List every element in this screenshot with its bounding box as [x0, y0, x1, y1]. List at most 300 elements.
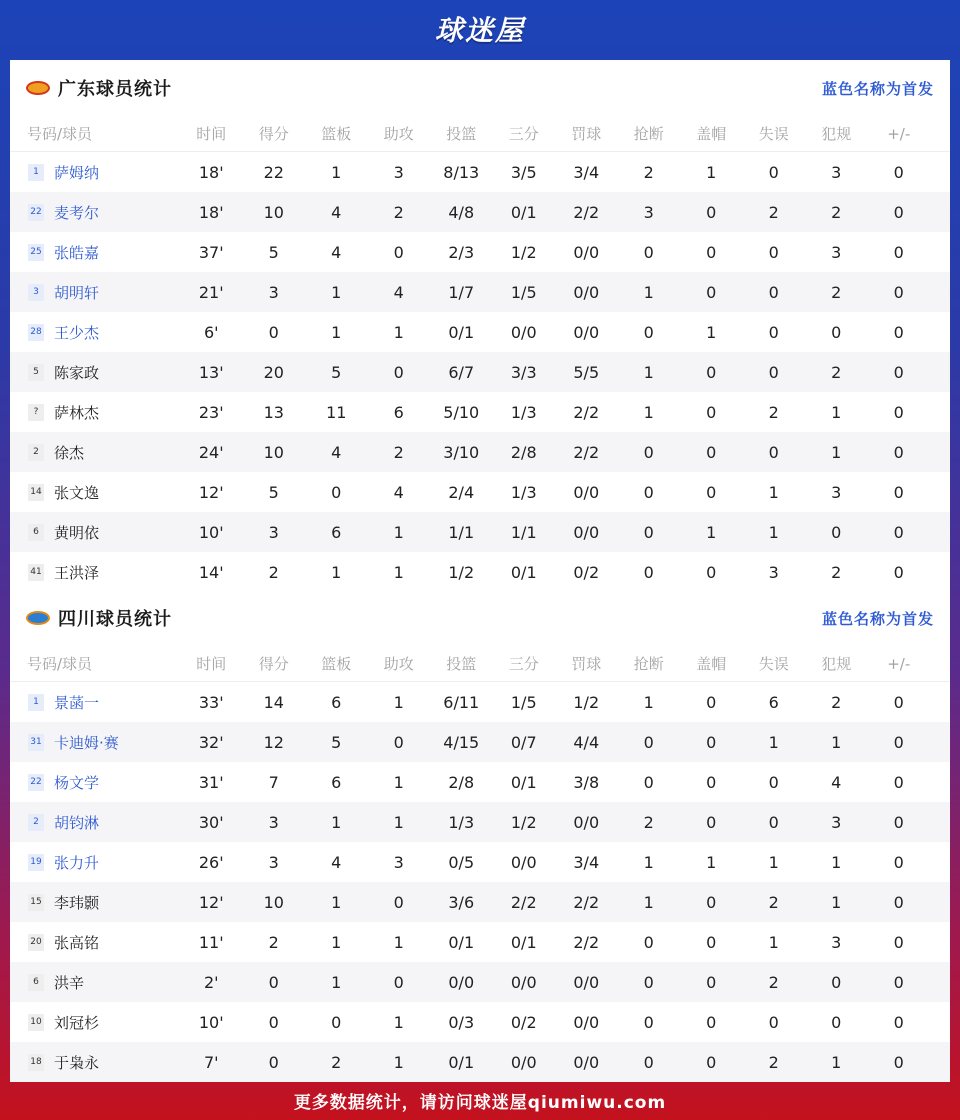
- stat-cell: 3/4: [573, 162, 600, 182]
- stats-table: [10, 646, 950, 1082]
- player-name-link[interactable]: 萨姆纳: [54, 163, 100, 182]
- stat-cell: 1/2: [448, 562, 475, 582]
- stat-cell: 33': [198, 692, 224, 712]
- player-cell: [10, 732, 180, 753]
- stat-cell: 0: [768, 1012, 779, 1032]
- stat-cell: 4/15: [443, 732, 480, 752]
- stat-cell: 14': [198, 562, 224, 582]
- stat-cell: 0: [643, 772, 654, 792]
- player-cell: [10, 852, 180, 873]
- jersey-number-badge: 19: [28, 854, 44, 871]
- table-row[interactable]: [10, 552, 950, 592]
- column-header: 罚球: [571, 125, 602, 143]
- stat-cell: 2: [643, 812, 654, 832]
- stat-cell: 1: [393, 812, 404, 832]
- section-title: 四川球员统计: [58, 609, 172, 630]
- stat-cell: 1/1: [448, 522, 475, 542]
- stat-cell: 0: [643, 482, 654, 502]
- stat-cell: 1: [393, 932, 404, 952]
- stat-cell: 10': [198, 1012, 224, 1032]
- stat-cell: 0: [768, 812, 779, 832]
- footer-link[interactable]: 更多数据统计，请访问球迷屋qiumiwu.com: [293, 1092, 667, 1113]
- stat-cell: 3: [268, 852, 279, 872]
- jersey-number-badge: 18: [28, 1054, 44, 1071]
- column-header: 三分: [508, 125, 539, 143]
- stat-cell: 0: [893, 442, 904, 462]
- stat-cell: 1: [331, 282, 342, 302]
- stat-cell: 2/2: [573, 442, 600, 462]
- stat-cell: 1: [706, 522, 717, 542]
- table-row[interactable]: [10, 682, 950, 722]
- stat-cell: 1: [706, 322, 717, 342]
- column-header: 失误: [758, 655, 789, 673]
- jersey-number-badge: 6: [28, 974, 44, 991]
- stat-cell: 0/1: [448, 322, 475, 342]
- table-row[interactable]: [10, 312, 950, 352]
- stat-cell: 0: [831, 1012, 842, 1032]
- player-cell: [10, 362, 180, 383]
- player-name-link[interactable]: 陈家政: [54, 363, 100, 382]
- stat-cell: 0: [706, 732, 717, 752]
- stat-cell: 10: [263, 442, 284, 462]
- table-header-row: [10, 646, 950, 682]
- column-header: 号码/球员: [27, 655, 93, 673]
- stat-cell: 1/3: [448, 812, 475, 832]
- player-name-link[interactable]: 景菡一: [54, 693, 100, 712]
- stat-cell: 5: [268, 242, 279, 262]
- table-row[interactable]: [10, 352, 950, 392]
- stat-cell: 0: [893, 812, 904, 832]
- stat-cell: 0: [893, 242, 904, 262]
- column-header: 得分: [258, 655, 289, 673]
- stats-table: [10, 116, 950, 592]
- stat-cell: 1: [768, 482, 779, 502]
- player-rows: [10, 152, 950, 592]
- stat-cell: 0: [643, 972, 654, 992]
- stat-cell: 26': [198, 852, 224, 872]
- stat-cell: 2: [768, 1052, 779, 1072]
- stat-cell: 0: [268, 322, 279, 342]
- player-name-link[interactable]: 张文逸: [54, 483, 100, 502]
- table-row[interactable]: [10, 192, 950, 232]
- stat-cell: 1/7: [448, 282, 475, 302]
- stat-cell: 0: [643, 732, 654, 752]
- stat-cell: 1/3: [510, 482, 537, 502]
- stat-cell: 0: [706, 482, 717, 502]
- jersey-number-badge: 20: [28, 934, 44, 951]
- stat-cell: 1: [331, 972, 342, 992]
- stat-cell: 4: [331, 852, 342, 872]
- stat-cell: 0: [331, 1012, 342, 1032]
- player-cell: [10, 242, 180, 263]
- stat-cell: 13': [198, 362, 224, 382]
- stat-cell: 2/2: [573, 202, 600, 222]
- table-row[interactable]: [10, 722, 950, 762]
- stat-cell: 1: [643, 892, 654, 912]
- stat-cell: 0: [706, 772, 717, 792]
- stat-cell: 0: [768, 772, 779, 792]
- stat-cell: 0/0: [573, 972, 600, 992]
- player-cell: [10, 812, 180, 833]
- player-cell: [10, 202, 180, 223]
- stat-cell: 1/2: [573, 692, 600, 712]
- stat-cell: 0/1: [510, 772, 537, 792]
- stat-cell: 2: [393, 442, 404, 462]
- stat-cell: 0: [393, 972, 404, 992]
- table-row[interactable]: [10, 922, 950, 962]
- column-header: 犯规: [821, 655, 852, 673]
- stat-cell: 4: [331, 202, 342, 222]
- player-cell: [10, 562, 180, 583]
- stat-cell: 1: [706, 162, 717, 182]
- stat-cell: 4: [393, 282, 404, 302]
- stat-cell: 0: [643, 932, 654, 952]
- stat-cell: 12: [263, 732, 284, 752]
- jersey-number-badge: 5: [28, 364, 44, 381]
- stat-cell: 3: [393, 162, 404, 182]
- stat-cell: 22: [263, 162, 284, 182]
- stat-cell: 3/10: [443, 442, 480, 462]
- stat-cell: 0: [831, 972, 842, 992]
- player-name-link[interactable]: 徐杰: [54, 443, 85, 462]
- brand-logo[interactable]: 球迷屋: [434, 14, 525, 47]
- player-name-link[interactable]: 胡明轩: [54, 283, 100, 302]
- stat-cell: 0: [706, 972, 717, 992]
- stats-card: [10, 60, 950, 1080]
- column-header: 时间: [196, 655, 227, 673]
- player-name-link[interactable]: 麦考尔: [54, 203, 100, 222]
- column-header: 篮板: [321, 125, 352, 143]
- table-row[interactable]: [10, 152, 950, 192]
- stat-cell: 10: [263, 202, 284, 222]
- stat-cell: 1: [768, 522, 779, 542]
- stat-cell: 6: [331, 772, 342, 792]
- stat-cell: 4: [331, 442, 342, 462]
- stat-cell: 0: [831, 522, 842, 542]
- stat-cell: 1/5: [510, 692, 537, 712]
- stat-cell: 2: [331, 1052, 342, 1072]
- stat-cell: 0: [393, 732, 404, 752]
- stat-cell: 0: [831, 322, 842, 342]
- jersey-number-badge: 25: [28, 244, 44, 261]
- stat-cell: 1/2: [510, 242, 537, 262]
- jersey-number-badge: 28: [28, 324, 44, 341]
- starter-note: 蓝色名称为首发: [821, 609, 934, 628]
- stat-cell: 3/8: [573, 772, 600, 792]
- stat-cell: 0: [706, 892, 717, 912]
- team-section-sichuan: [10, 590, 950, 1082]
- stat-cell: 1/3: [510, 402, 537, 422]
- table-row[interactable]: [10, 1002, 950, 1042]
- stat-cell: 1: [393, 322, 404, 342]
- column-header: 号码/球员: [27, 125, 93, 143]
- stat-cell: 1: [331, 562, 342, 582]
- starter-note: 蓝色名称为首发: [821, 79, 934, 98]
- stat-cell: 2: [831, 562, 842, 582]
- player-name-link[interactable]: 王洪泽: [54, 563, 100, 582]
- player-name-link[interactable]: 王少杰: [54, 323, 100, 342]
- stat-cell: 0: [706, 1052, 717, 1072]
- stat-cell: 1: [393, 522, 404, 542]
- stat-cell: 3: [268, 522, 279, 542]
- stat-cell: 0: [643, 1052, 654, 1072]
- player-name-link[interactable]: 黄明依: [54, 523, 100, 542]
- stat-cell: 0: [643, 522, 654, 542]
- player-name-link[interactable]: 张皓嘉: [54, 243, 100, 262]
- stat-cell: 0: [893, 522, 904, 542]
- stat-cell: 0: [893, 772, 904, 792]
- stat-cell: 0/5: [448, 852, 475, 872]
- jersey-number-badge: ?: [28, 404, 44, 421]
- stat-cell: 0/7: [510, 732, 537, 752]
- table-row[interactable]: [10, 232, 950, 272]
- stat-cell: 0/1: [510, 562, 537, 582]
- stat-cell: 0: [643, 242, 654, 262]
- stat-cell: 0: [706, 932, 717, 952]
- table-row[interactable]: [10, 432, 950, 472]
- column-header: 盖帽: [696, 655, 727, 673]
- stat-cell: 1: [393, 772, 404, 792]
- stat-cell: 0/0: [448, 972, 475, 992]
- stat-cell: 0: [706, 242, 717, 262]
- table-row[interactable]: [10, 762, 950, 802]
- table-row[interactable]: [10, 392, 950, 432]
- jersey-number-badge: 22: [28, 774, 44, 791]
- stat-cell: 1: [831, 402, 842, 422]
- table-row[interactable]: [10, 472, 950, 512]
- stat-cell: 2: [831, 282, 842, 302]
- stat-cell: 1: [393, 692, 404, 712]
- section-header: [10, 60, 950, 116]
- stat-cell: 0/0: [573, 482, 600, 502]
- table-row[interactable]: [10, 882, 950, 922]
- stat-cell: 0: [706, 562, 717, 582]
- stat-cell: 0: [393, 892, 404, 912]
- stat-cell: 0: [643, 562, 654, 582]
- stat-cell: 3/5: [510, 162, 537, 182]
- stat-cell: 2/2: [573, 402, 600, 422]
- stat-cell: 0: [393, 362, 404, 382]
- stat-cell: 0/0: [573, 282, 600, 302]
- table-row[interactable]: [10, 842, 950, 882]
- jersey-number-badge: 22: [28, 204, 44, 221]
- stat-cell: 11': [198, 932, 224, 952]
- guangdong-team-logo-icon: [26, 79, 50, 97]
- stat-cell: 0: [706, 362, 717, 382]
- player-name-link[interactable]: 刘冠杉: [54, 1013, 100, 1032]
- stat-cell: 2: [268, 932, 279, 952]
- stat-cell: 0/2: [573, 562, 600, 582]
- stat-cell: 0: [893, 932, 904, 952]
- stat-cell: 2/2: [510, 892, 537, 912]
- column-header: 罚球: [571, 655, 602, 673]
- player-cell: [10, 162, 180, 183]
- stat-cell: 0: [706, 402, 717, 422]
- player-cell: [10, 932, 180, 953]
- column-header: +/-: [887, 654, 911, 673]
- stat-cell: 6': [203, 322, 219, 342]
- stat-cell: 3: [393, 852, 404, 872]
- stat-cell: 0: [768, 242, 779, 262]
- stat-cell: 0: [706, 442, 717, 462]
- stat-cell: 1: [393, 1052, 404, 1072]
- player-cell: [10, 1052, 180, 1073]
- jersey-number-badge: 2: [28, 444, 44, 461]
- stat-cell: 0: [706, 202, 717, 222]
- column-header: 盖帽: [696, 125, 727, 143]
- player-cell: [10, 482, 180, 503]
- stat-cell: 18': [198, 202, 224, 222]
- column-header: 篮板: [321, 655, 352, 673]
- table-row[interactable]: [10, 512, 950, 552]
- stat-cell: 2: [393, 202, 404, 222]
- stat-cell: 2: [768, 402, 779, 422]
- stat-cell: 2/2: [573, 932, 600, 952]
- player-cell: [10, 972, 180, 993]
- team-section-guangdong: [10, 60, 950, 592]
- stat-cell: 5: [331, 362, 342, 382]
- stat-cell: 0: [893, 972, 904, 992]
- stat-cell: 1: [331, 322, 342, 342]
- stat-cell: 0: [768, 322, 779, 342]
- stat-cell: 2: [768, 892, 779, 912]
- jersey-number-badge: 1: [28, 164, 44, 181]
- table-row[interactable]: [10, 272, 950, 312]
- player-name-link[interactable]: 张高铭: [54, 933, 100, 952]
- stat-cell: 0: [893, 852, 904, 872]
- stat-cell: 0: [893, 482, 904, 502]
- stat-cell: 0/0: [510, 322, 537, 342]
- stat-cell: 0: [893, 692, 904, 712]
- stat-cell: 21': [198, 282, 224, 302]
- stat-cell: 4/8: [448, 202, 475, 222]
- player-name-link[interactable]: 李玮颢: [54, 893, 100, 912]
- table-row[interactable]: [10, 962, 950, 1002]
- stat-cell: 0: [643, 442, 654, 462]
- stat-cell: 5: [268, 482, 279, 502]
- player-name-link[interactable]: 于枭永: [54, 1053, 100, 1072]
- stat-cell: 1: [331, 932, 342, 952]
- jersey-number-badge: 3: [28, 284, 44, 301]
- stat-cell: 0/1: [510, 932, 537, 952]
- stat-cell: 0/2: [510, 1012, 537, 1032]
- stat-cell: 3/6: [448, 892, 475, 912]
- player-cell: [10, 1012, 180, 1033]
- player-cell: [10, 892, 180, 913]
- stat-cell: 8/13: [443, 162, 480, 182]
- player-cell: [10, 522, 180, 543]
- column-header: 三分: [508, 655, 539, 673]
- player-name-link[interactable]: 杨文学: [54, 773, 100, 792]
- player-name-link[interactable]: 洪辛: [54, 973, 85, 992]
- section-header: [10, 590, 950, 646]
- stat-cell: 2/4: [448, 482, 475, 502]
- stat-cell: 4: [331, 242, 342, 262]
- jersey-number-badge: 1: [28, 694, 44, 711]
- stat-cell: 0: [893, 322, 904, 342]
- stat-cell: 0: [893, 1012, 904, 1032]
- section-title: 广东球员统计: [58, 79, 172, 100]
- table-row[interactable]: [10, 1042, 950, 1082]
- stat-cell: 2: [831, 202, 842, 222]
- jersey-number-badge: 10: [28, 1014, 44, 1031]
- stat-cell: 0: [768, 442, 779, 462]
- stat-cell: 1: [768, 852, 779, 872]
- stat-cell: 10: [263, 892, 284, 912]
- stat-cell: 0/0: [510, 972, 537, 992]
- stat-cell: 1: [393, 562, 404, 582]
- player-cell: [10, 442, 180, 463]
- stat-cell: 37': [198, 242, 224, 262]
- stat-cell: 4/4: [573, 732, 600, 752]
- stat-cell: 1: [331, 892, 342, 912]
- stat-cell: 0/0: [573, 1052, 600, 1072]
- stat-cell: 0: [893, 732, 904, 752]
- stat-cell: 30': [198, 812, 224, 832]
- stat-cell: 0/0: [510, 1052, 537, 1072]
- stat-cell: 2/8: [510, 442, 537, 462]
- stat-cell: 5/10: [443, 402, 480, 422]
- stat-cell: 6: [331, 692, 342, 712]
- column-header: 投篮: [446, 125, 477, 143]
- stat-cell: 2: [643, 162, 654, 182]
- table-header-row: [10, 116, 950, 152]
- stat-cell: 6: [331, 522, 342, 542]
- stat-cell: 0/0: [573, 812, 600, 832]
- stat-cell: 2': [203, 972, 219, 992]
- top-brand-bar: [0, 0, 960, 58]
- stat-cell: 2: [768, 972, 779, 992]
- jersey-number-badge: 15: [28, 894, 44, 911]
- stat-cell: 0/1: [510, 202, 537, 222]
- stat-cell: 0: [706, 1012, 717, 1032]
- stat-cell: 1: [831, 732, 842, 752]
- stat-cell: 0/0: [573, 242, 600, 262]
- stat-cell: 2/3: [448, 242, 475, 262]
- column-header: 抢断: [633, 655, 664, 673]
- stat-cell: 6/7: [448, 362, 475, 382]
- stat-cell: 14: [263, 692, 284, 712]
- table-row[interactable]: [10, 802, 950, 842]
- stat-cell: 1: [331, 812, 342, 832]
- stat-cell: 3/3: [510, 362, 537, 382]
- player-name-link[interactable]: 胡钧淋: [54, 813, 100, 832]
- player-name-link[interactable]: 卡迪姆·赛: [54, 733, 119, 752]
- stat-cell: 5: [331, 732, 342, 752]
- stat-cell: 0/1: [448, 932, 475, 952]
- stat-cell: 18': [198, 162, 224, 182]
- stat-cell: 0/1: [448, 1052, 475, 1072]
- stat-cell: 1: [643, 852, 654, 872]
- stat-cell: 0/3: [448, 1012, 475, 1032]
- stat-cell: 1: [643, 362, 654, 382]
- stat-cell: 1: [768, 732, 779, 752]
- stat-cell: 1/1: [510, 522, 537, 542]
- player-name-link[interactable]: 张力升: [54, 853, 100, 872]
- column-header: 抢断: [633, 125, 664, 143]
- stat-cell: 0: [893, 362, 904, 382]
- stat-cell: 0/0: [573, 522, 600, 542]
- stat-cell: 1/5: [510, 282, 537, 302]
- player-name-link[interactable]: 萨林杰: [54, 403, 100, 422]
- stat-cell: 1: [643, 692, 654, 712]
- stat-cell: 1: [831, 1052, 842, 1072]
- jersey-number-badge: 31: [28, 734, 44, 751]
- player-cell: [10, 772, 180, 793]
- stat-cell: 24': [198, 442, 224, 462]
- stat-cell: 0: [893, 1052, 904, 1072]
- stat-cell: 0: [893, 892, 904, 912]
